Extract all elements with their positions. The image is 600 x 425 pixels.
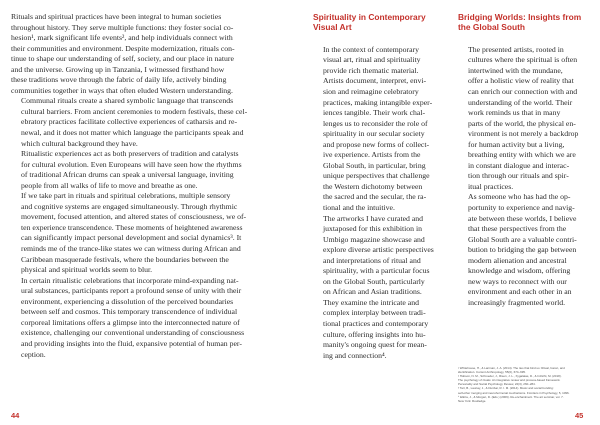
text-line: can enrich our connection with and — [468, 87, 578, 96]
text-line: newal, and it does not matter which language the participants speak and — [21, 128, 244, 138]
heading-line: Bridging Worlds: Insights from — [458, 12, 582, 22]
text-line: and propose new forms of collect- — [323, 139, 430, 149]
text-line: ten experience transcendence. These moments of heightened awareness — [21, 222, 243, 232]
text-line: the sacred and the secular, the ra- — [323, 192, 427, 202]
text-line: portunity to experience and navig- — [468, 203, 575, 213]
text-line: of traditional African drums can speak a universal language, inviting — [21, 170, 234, 180]
text-line: offer a holistic view of reality that — [468, 76, 574, 86]
text-line: corporeal limitations offers a glimpse into the interconnected nature of — [21, 317, 240, 327]
text-line: Global South, in particular, bring — [323, 160, 426, 170]
paragraph — [313, 45, 445, 214]
text-line: in constant dialogue and interac- — [468, 160, 570, 170]
text-line: provide rich thematic material. — [323, 65, 419, 75]
text-line: tinue to shape our understanding of self, society, and our place in nature — [11, 54, 234, 64]
paragraph — [11, 96, 290, 149]
text-line: Umbigo magazine showcase and — [323, 234, 425, 244]
text-line: Artists document, interpret, envi- — [323, 76, 427, 86]
text-line: unique perspectives that challenge — [323, 171, 430, 181]
footnote-line: ² Hobson, N. M., Schroeder, J., Risen, J. L., Xygalatas, D., & Inzlicht, M. (2018). — [458, 374, 562, 379]
section-heading-spirituality — [313, 12, 445, 33]
text-line: communities together in ways that often eluded Western understanding. — [11, 85, 233, 95]
heading-line: the Global South — [458, 22, 525, 33]
text-line: reminds me of the trance-like states we can witness during African and — [21, 244, 241, 254]
text-line: In the context of contemporary — [323, 44, 419, 54]
right-column-body — [458, 45, 590, 309]
text-line: people from all walks of life to move and breathe as one. — [21, 180, 198, 190]
text-line: and cognitive systems are engaged simultaneously. Through rhythmic — [21, 201, 238, 211]
text-line: work reminds us that in many — [468, 108, 561, 118]
text-line: on African and Asian traditions. — [323, 287, 422, 297]
text-line: which cultural background they have. — [21, 138, 138, 148]
page-number-left: 44 — [11, 411, 20, 420]
paragraph — [11, 12, 290, 96]
text-line: explore diverse artistic perspectives — [323, 245, 434, 255]
text-line: their communities and environment. Despite modernization, rituals con- — [11, 43, 235, 53]
paragraph — [458, 45, 590, 193]
left-page-body — [11, 12, 290, 360]
text-line: for human activity but a living, — [468, 139, 565, 149]
footnote-line: ⁴ Elkins, J., & Morgan, D. (Eds.) (2009). Re-enchantment. The art seminar, vol. 7. — [458, 394, 564, 399]
text-line: Caribbean masquerade festivals, where the boundaries between the — [21, 254, 229, 264]
text-line: practices, making intangible exper- — [323, 97, 433, 107]
text-line: and providing insights into the fluid, expansive potential of human per- — [21, 338, 242, 348]
text-line: the Western dichotomy between — [323, 181, 423, 191]
text-line: ing and connection⁴. — [323, 350, 387, 360]
text-line: and the universe. Growing up in Tanzania, I witnessed firsthand how — [11, 64, 225, 74]
text-line: movement, focused attention, and altered states of consciousness, we of- — [21, 212, 247, 222]
text-line: tion through our rituals and spir- — [468, 171, 569, 181]
text-line: culture, offering insights into hu- — [323, 329, 426, 339]
text-line: itual practices. — [468, 181, 514, 191]
paragraph — [11, 191, 290, 275]
text-line: manity's ongoing quest for mean- — [323, 340, 427, 350]
text-line: Global South are a valuable contri- — [468, 234, 577, 244]
footnote-line: Personality and Social Psychology Review, 22(3), 260–284. — [458, 382, 536, 387]
text-line: environment and each other in an — [468, 287, 572, 297]
text-line: tional and the intuitive. — [323, 203, 395, 213]
text-line: understanding of the world. Their — [468, 97, 573, 107]
middle-column — [313, 12, 445, 361]
text-line: existence, challenging our conventional understanding of consciousness — [21, 328, 245, 338]
text-line: In certain ritualistic celebrations that incorporate mind-expanding nat- — [21, 275, 239, 285]
paragraph — [313, 214, 445, 362]
text-line: modern alienation and ancestral — [468, 255, 567, 265]
text-line: Rituals and spiritual practices have been integral to human societies — [11, 12, 222, 21]
text-line: ebratory practices facilitate collective experiences of catharsis and re- — [21, 117, 238, 127]
right-column — [458, 12, 590, 308]
footnote-line: The psychology of rituals: An integrative review and process-based framework. — [458, 378, 561, 383]
text-line: visual art, ritual and spirituality — [323, 55, 421, 65]
text-line: Ritualistic experiences act as both preservers of tradition and catalysts — [21, 149, 239, 159]
paragraph — [458, 192, 590, 308]
footnote-line: identification. Current Anthropology, 55(6), 674–695. — [458, 370, 526, 375]
text-line: If we take part in rituals and spiritual celebrations, multiple sensory — [21, 191, 231, 201]
text-line: throughout history. They serve multiple functions: they foster social co- — [11, 22, 234, 32]
text-line: They examine the intricate and — [323, 297, 419, 307]
text-line: new ways to reconnect with our — [468, 276, 567, 286]
footnote-line: ¹ Whitehouse, H., & Lanman, J. A. (2014). The ties that bind us: Ritual, fusion, and — [458, 366, 565, 370]
footnote-line: New York: Routledge. — [458, 398, 487, 403]
page-number-right: 45 — [575, 411, 584, 420]
paragraph — [11, 149, 290, 191]
text-line: ive experience. Artists from the — [323, 150, 421, 160]
text-line: ural substances, participants report a profound sense of unity with their — [21, 286, 242, 296]
middle-column-body — [313, 45, 445, 361]
text-line: hesion¹, mark significant life events², and help individuals connect with — [11, 33, 233, 43]
text-line: lenges us to reconsider the role of — [323, 118, 428, 128]
text-line: for cultural evolution. Even Europeans will have seen how the rhythms — [21, 159, 242, 169]
text-line: The presented artists, rooted in — [468, 44, 564, 54]
text-line: ate between these worlds, I believe — [468, 213, 577, 223]
text-line: environment, experiencing a dissolution of the perceived boundaries — [21, 296, 234, 306]
text-line: cultural barriers. From ancient ceremonies to modern festivals, these cel- — [21, 106, 248, 116]
text-line: intertwined with the mundane, — [468, 65, 563, 75]
footnotes — [458, 366, 590, 403]
footnote-line: ³ Tarr, B., Launay, J., & Dunbar, R. I. M. (2014). Music and social bonding: — [458, 386, 554, 391]
text-line: these traditions wove through the fabric of daily life, actively binding — [11, 75, 227, 85]
text-line: juxtaposed for this exhibition in — [323, 224, 423, 234]
text-line: spirituality, with a particular focus — [323, 266, 430, 276]
text-line: vironment is not merely a backdrop — [468, 129, 579, 139]
text-line: breathing entity with which we are — [468, 150, 576, 160]
text-line: and interpretations of ritual and — [323, 255, 421, 265]
text-line: The artworks I have curated and — [323, 213, 424, 223]
heading-line: Visual Art — [313, 22, 352, 33]
text-line: Communal rituals create a shared symbolic language that transcends — [21, 96, 234, 106]
text-line: complex interplay between tradi- — [323, 308, 426, 318]
text-line: iences tangible. Their work chal- — [323, 108, 426, 118]
section-heading-bridging-worlds — [458, 12, 590, 33]
text-line: cultures where the spiritual is often — [468, 55, 578, 65]
text-line: bution to bridging the gap between — [468, 245, 577, 255]
text-line: that these perspectives from the — [468, 224, 567, 234]
text-line: can significantly impact personal development and social dynamics³. It — [21, 233, 242, 243]
text-line: knowledge and wisdom, offering — [468, 266, 571, 276]
text-line: between self and cosmos. This temporary transcendence of individual — [21, 307, 238, 317]
text-line: increasingly fragmented world. — [468, 297, 566, 307]
footnote-line: self-other merging and neurohormonal mechanisms. Frontiers in Psychology, 5, 1096. — [458, 390, 570, 395]
text-line: ception. — [21, 349, 46, 359]
text-line: tional practices and contemporary — [323, 319, 429, 329]
heading-line: Spirituality in Contemporary — [313, 12, 426, 22]
paragraph — [11, 276, 290, 360]
text-line: physical and spiritual worlds seem to blur. — [21, 265, 153, 275]
text-line: on the Global South, particularly — [323, 276, 425, 286]
text-line: As someone who has had the op- — [468, 192, 571, 202]
text-line: parts of the world, the physical en- — [468, 118, 576, 128]
text-line: spirituality in our secular society — [323, 129, 425, 139]
text-line: sion and reimagine celebratory — [323, 87, 419, 96]
